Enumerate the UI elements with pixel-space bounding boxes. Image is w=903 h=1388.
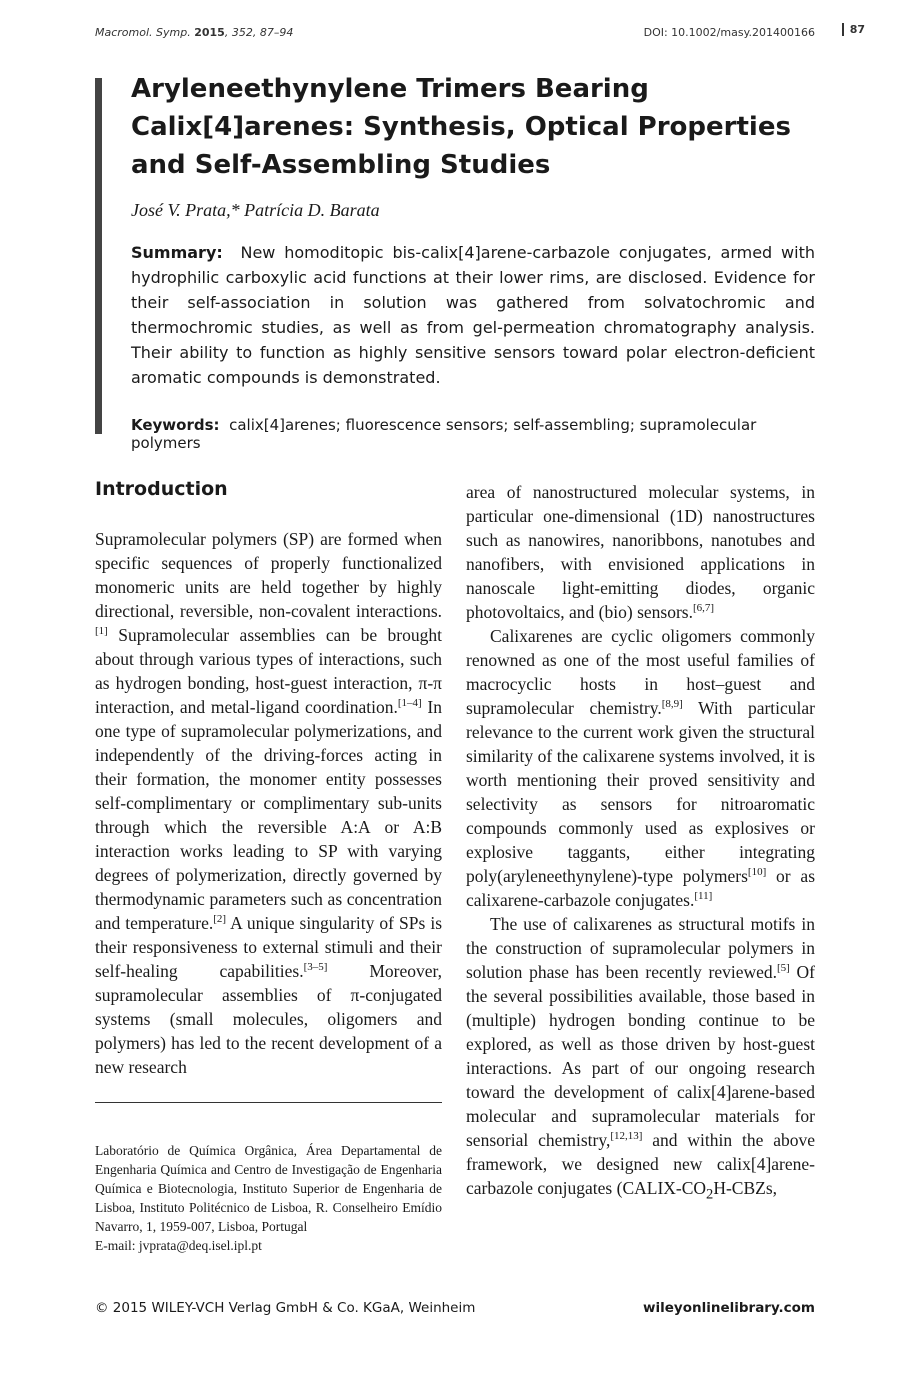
- authors: José V. Prata,* Patrícia D. Barata: [131, 200, 380, 220]
- page-footer: [95, 1300, 815, 1316]
- affiliation: Laboratório de Química Orgânica, Área Departamental de Engenharia Química and Centro de Investigação de Engenharia Química e Biotecnologia, Instituto Superior de Engenharia de Lisboa, Instituto Politécnico de Lisboa, R. Conselheiro Emídio Navarro, 1, 1959-007, Lisboa, Portugal: [95, 1143, 442, 1234]
- text-run: and within the above framework, we designed new calix[4]arene-carbazole conjugates (CALIX-CO: [466, 1130, 815, 1198]
- citation: [6,7]: [692, 602, 715, 615]
- keywords: [131, 416, 821, 452]
- journal-citation: [95, 26, 293, 39]
- email[interactable]: E-mail: jvprata@deq.isel.ipl.pt: [95, 1238, 262, 1253]
- citation: [8,9]: [661, 698, 683, 711]
- text-run: Calixarenes are cyclic oligomers commonly renowned as one of the most useful families of macrocyclic hosts in host–guest and supramolecular chemistry.: [466, 626, 815, 718]
- copyright: © 2015 WILEY-VCH Verlag GmbH & Co. KGaA, Weinheim: [95, 1300, 476, 1316]
- keywords-label: Keywords:: [131, 416, 220, 434]
- doi: DOI: 10.1002/masy.201400166: [643, 26, 815, 39]
- subscript: 2: [706, 1186, 714, 1203]
- text-run: In one type of supramolecular polymerizations, and independently of the driving-forces acting in their formation, the monomer entity possesses self-complimentary or complimentary sub-units through which the reversible A:A or A:B interaction works leading to SP with varying degrees of polymerization, directly governed by thermodynamic parameters such as concentration and temperature.: [95, 697, 443, 933]
- text-run: Moreover, supramolecular assemblies of π-conjugated systems (small molecules, oligomers and polymers) has led to the recent development of a new research: [95, 961, 442, 1077]
- section-heading: Introduction: [95, 478, 228, 500]
- title-accent-bar: [95, 78, 102, 434]
- text-run: or as calixarene-carbazole conjugates.: [466, 866, 815, 910]
- citation: [1–4]: [397, 697, 422, 710]
- article-title: Aryleneethynylene Trimers Bearing Calix[4]arenes: Synthesis, Optical Properties and Self-Assembling Studies: [131, 74, 791, 180]
- affiliation-footnote: [95, 1141, 442, 1255]
- text-run: With particular relevance to the current work given the structural similarity of the calixarene systems involved, it is worth mentioning their proved sensitivity and selectivity as sensors for nitroaromatic compounds commonly used as explosives or explosive taggants, either integrating poly(aryleneethynylene)-type polymers: [466, 698, 815, 886]
- text-run: Supramolecular assemblies can be brought about through various types of interactions, such as hydrogen bonding, host-guest interaction, π-π interaction, and metal-ligand coordination.: [95, 625, 442, 717]
- keywords-text: calix[4]arenes; fluorescence sensors; self-assembling; supramolecular polymers: [131, 416, 757, 452]
- summary: [131, 240, 815, 390]
- running-head: [95, 23, 865, 44]
- left-column: [95, 478, 442, 1079]
- intro-paragraph-2: [466, 624, 815, 912]
- citation: [10]: [747, 866, 767, 879]
- journal-year: 2015: [194, 26, 225, 39]
- intro-paragraph-1: [95, 527, 442, 1079]
- intro-paragraph-1-continued: [466, 480, 815, 624]
- text-run: The use of calixarenes as structural motifs in the construction of supramolecular polymers in solution phase has been recently reviewed.: [466, 914, 815, 982]
- publisher-site-link[interactable]: wileyonlinelibrary.com: [643, 1300, 815, 1316]
- citation: [1]: [95, 625, 108, 638]
- summary-label: Summary:: [131, 243, 223, 262]
- citation: [11]: [694, 890, 713, 903]
- footnote-divider: [95, 1102, 442, 1103]
- intro-paragraph-3: [466, 912, 815, 1207]
- citation: [12,13]: [610, 1130, 643, 1143]
- citation: [5]: [777, 962, 790, 975]
- text-run: Supramolecular polymers (SP) are formed when specific sequences of properly functionalized monomeric units are held together by highly directional, reversible, non-covalent interactions.: [95, 529, 442, 621]
- summary-text: New homoditopic bis-calix[4]arene-carbazole conjugates, armed with hydrophilic carboxylic acid functions at their lower rims, are disclosed. Evidence for their self-association in solution was gathered from solvatochromic and thermochromic studies, as well as from gel-permeation chromatography analysis. Their ability to function as highly sensitive sensors toward polar electron-deficient aromatic compounds is demonstrated.: [131, 243, 816, 387]
- text-run: area of nanostructured molecular systems, in particular one-dimensional (1D) nanostructures such as nanowires, nanoribbons, nanotubes and nanofibers, with envisioned applications in nanoscale light-emitting diodes, organic photovoltaics, and (bio) sensors.: [466, 482, 815, 622]
- volume-pages: , 352, 87–94: [224, 26, 294, 39]
- text-run: H-CBZs,: [713, 1178, 778, 1198]
- citation: [3–5]: [303, 961, 328, 974]
- page-number: 87: [842, 23, 865, 36]
- citation: [2]: [213, 913, 227, 926]
- text-run: A unique singularity of SPs is their responsiveness to external stimuli and their self-healing capabilities.: [95, 913, 443, 981]
- right-column: [466, 480, 815, 1207]
- text-run: Of the several possibilities available, those based in (multiple) hydrogen bonding continue to be explored, as well as those driven by host-guest interactions. As part of our ongoing research toward the development of calix[4]arene-based molecular and supramolecular materials for sensorial chemistry,: [466, 962, 815, 1150]
- journal-name: Macromol. Symp.: [95, 26, 191, 39]
